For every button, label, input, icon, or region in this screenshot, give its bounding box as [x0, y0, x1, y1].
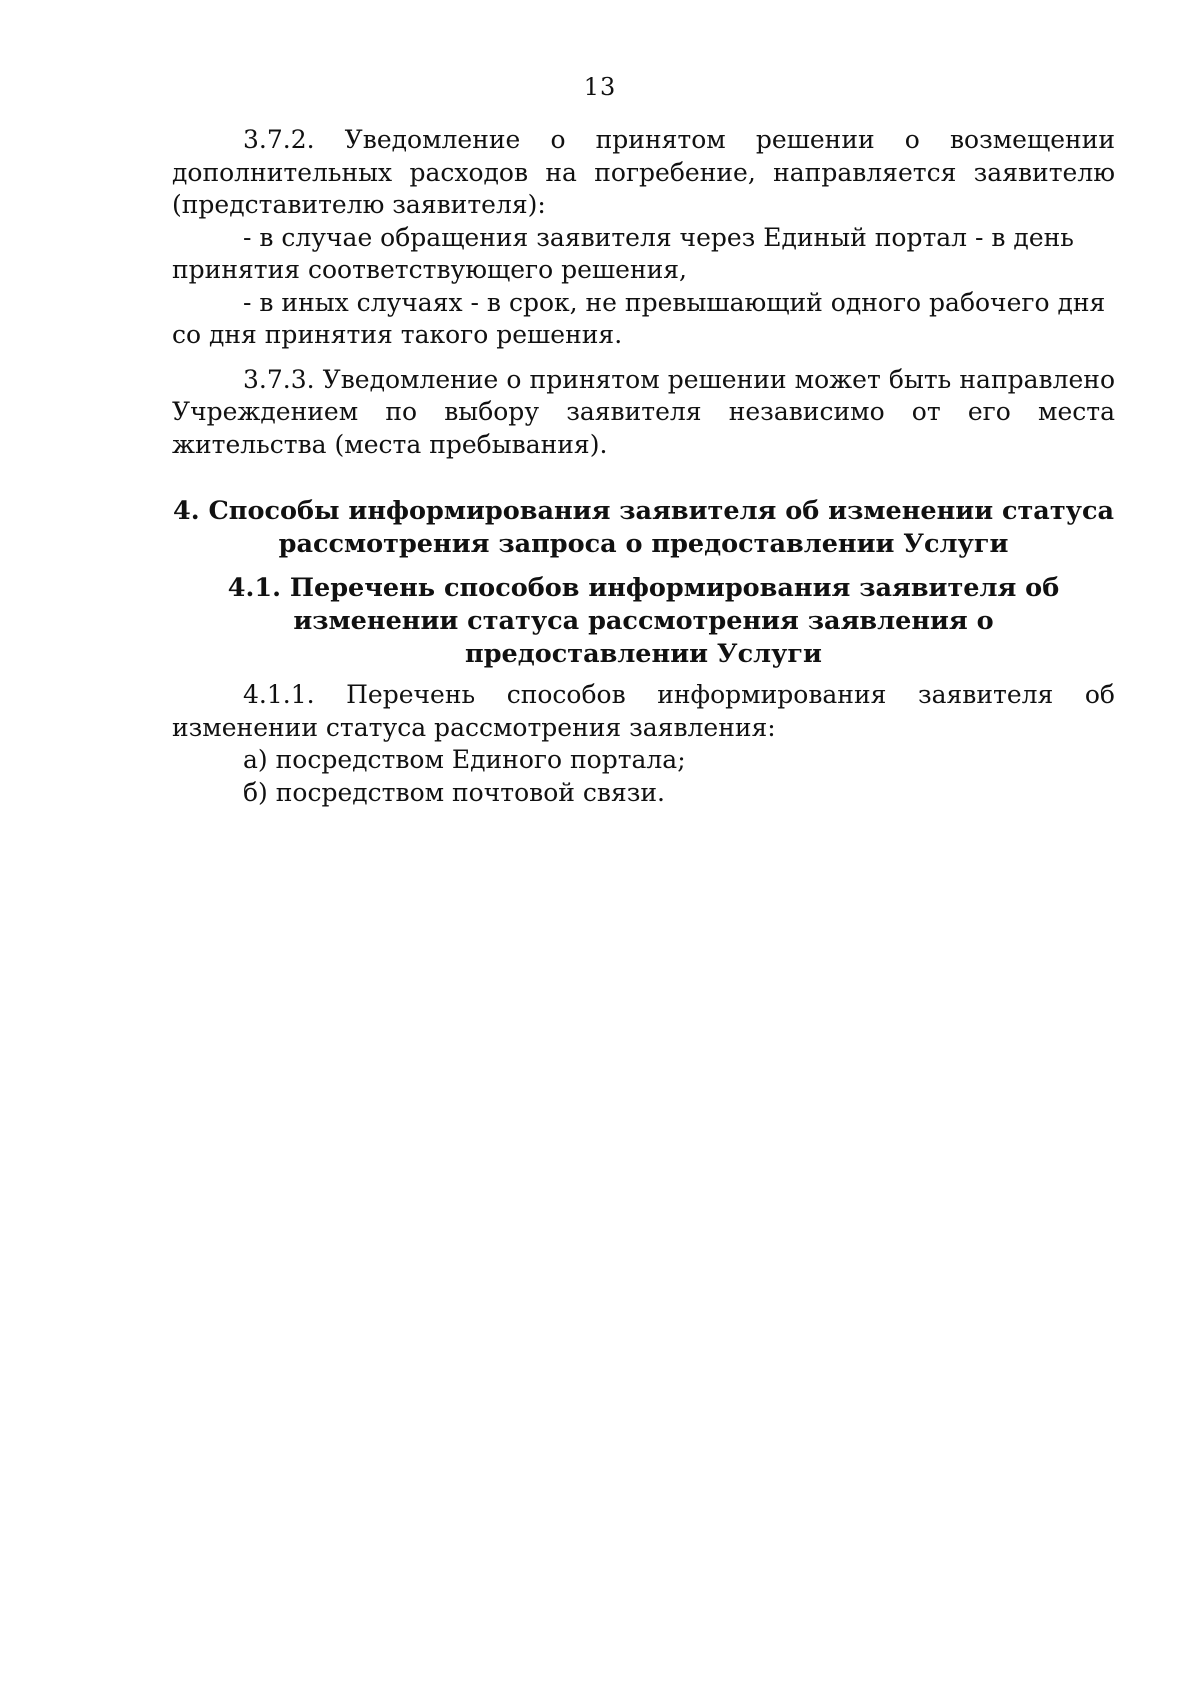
section-4-heading: 4. Способы информирования заявителя об изменении статуса рассмотрения запроса о предоставлении Услуги — [172, 496, 1115, 559]
document-body — [172, 124, 1115, 809]
list-item-a: а) посредством Единого портала; — [243, 745, 686, 774]
paragraph-3-7-2-item-1: - в случае обращения заявителя через Единый портал - в день принятия соответствующего решения, — [172, 222, 1074, 284]
paragraph-4-1-1: 4.1.1. Перечень способов информирования заявителя об изменении статуса рассмотрения заявления: — [172, 680, 1115, 742]
section-4-1-heading: 4.1. Перечень способов информирования заявителя об изменении статуса рассмотрения заявления о предоставлении Услуги — [227, 573, 1060, 669]
paragraph-3-7-2-intro: 3.7.2. Уведомление о принятом решении о возмещении дополнительных расходов на погребение, направляется заявителю (представителю заявителя): — [172, 125, 1115, 219]
paragraph-3-7-3: 3.7.3. Уведомление о принятом решении может быть направлено Учреждением по выбору заявителя независимо от его места жительства (места пребывания). — [172, 364, 1115, 459]
paragraph-3-7-2-item-2: - в иных случаях - в срок, не превышающий одного рабочего дня со дня принятия такого решения. — [172, 287, 1106, 349]
page-number: 13 — [583, 73, 617, 101]
list-item-b: б) посредством почтовой связи. — [243, 777, 665, 807]
